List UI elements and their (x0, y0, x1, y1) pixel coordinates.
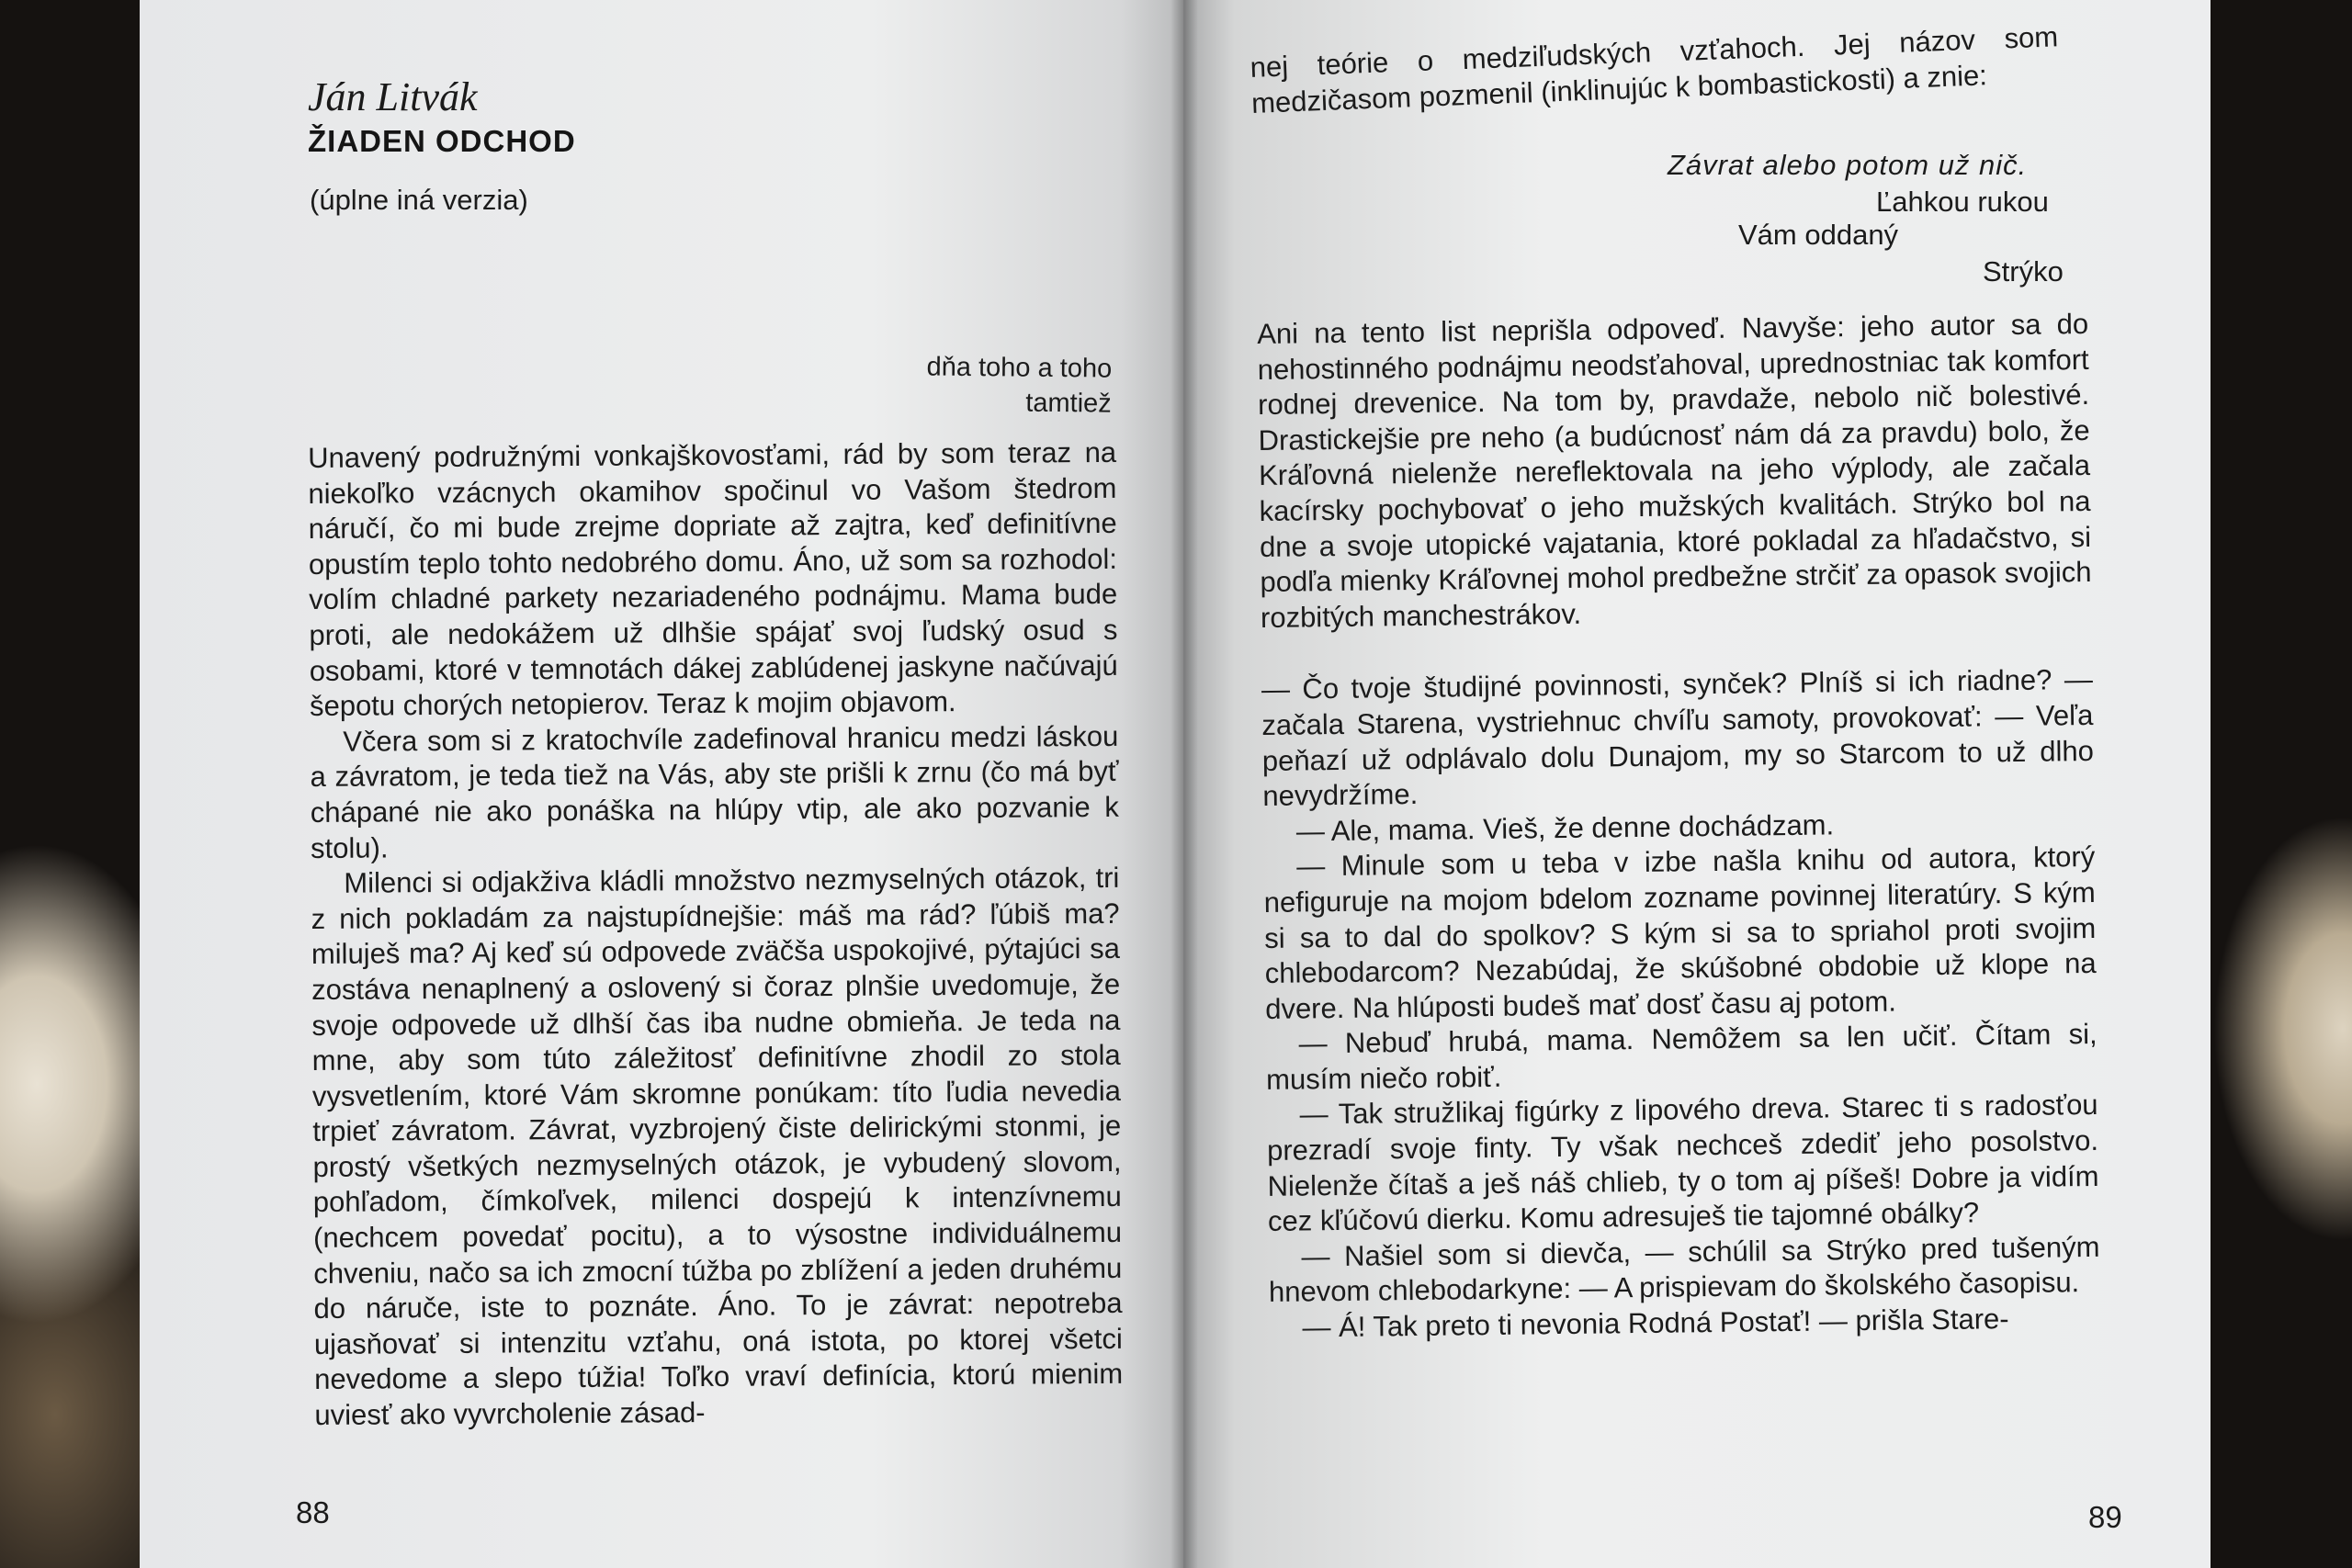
letter-dateline (652, 346, 1113, 421)
page-number-right: 89 (2088, 1500, 2122, 1534)
signature-line-2: Ľahkou rukou (1876, 186, 2049, 218)
paragraph: Unavený podružnými vonkajškovosťami, rád by som teraz na niekoľko vzácnych okamihov spočinul vo Vašom štedrom náručí, čo mi bude zrejme dopriate až zajtra, keď definitívne opustím teplo tohto nedobrého domu. Áno, už som sa rozhodol: volím chladné parkety nezariadeného podnájmu. Mama bude proti, ale nedokážem už dlhšie spájať svoj ľudský osud s osobami, ktoré v temnotách dákej zablúdenej jaskyne načúvajú šepotu chorých netopierov. Teraz k mojim objavom. (308, 435, 1118, 723)
left-body-text (308, 435, 1124, 1434)
right-body-text (1257, 307, 2101, 1347)
dateline-line-1: dňa toho a toho (926, 352, 1113, 384)
paragraph: Milenci si odjakživa kládli množstvo nezmyselných otázok, tri z nich pokladám za najstupídnejšie: máš ma rád? ľúbiš ma? miluješ ma? Aj keď sú odpovede zväčša uspokojivé, pýtajúci sa zostáva nenaplnený a oslovený si čoraz plnšie uvedomuje, že svoje odpovede už dlhší čas iba nudne obmieňa. Je teda na mne, aby som túto záležitosť definitívne zhodil zo stola vysvetlením, ktoré Vám skromne ponúkam: títo ľudia nevedia trpieť závratom. Závrat, vyzbrojený čiste delirickými stonmi, je prostý všetkých nezmyselných otázok, je vybudený slovom, pohľadom, čímkoľvek, milenci dospejú k intenzívnemu (nechcem povedať pocitu), a to výsostne individuálnemu chveniu, načo sa ich zmocní túžba po zblížení a jeden druhému do náruče, iste to poznáte. Áno. To je závrat: nepotreba ujasňovať si intenzitu vzťahu, oná istota, po ktorej všetci nevedome a slepo túžia! Toľko vraví definícia, ktorú mienim uviesť ako vyvrcholenie zásad- (311, 861, 1124, 1432)
page-number-left: 88 (296, 1495, 330, 1529)
dialogue-line: — Minule som u teba v izbe našla knihu od autora, ktorý nefiguruje na mojom bdelom zozname povinnej literatúry. S kým si sa to dal do spolkov? S kým si sa to spriahol proti svojim chlebodarcom? Nezabúdaj, že skúšobné obdobie už klope na dvere. Na hlúposti budeš mať dosť času aj potom. (1263, 840, 2097, 1025)
signature-line-1: Závrat alebo potom už nič. (1668, 149, 2028, 181)
paragraph: Ani na tento list neprišla odpoveď. Navyše: jeho autor sa do nehostinného podnájmu neodsťahoval, uprednostniac tak komfort rodnej drevenice. Na tom by, pravdaže, nebolo nič bolestivé. Drastickejšie pre neho (a budúcnosť nám dá za pravdu) bolo, že Kráľovná nielenže nereflektovala na jeho výplody, ale začala kacírsky pochybovať o jeho mužských kvalitách. Strýko bol na dne a svoje utopické vajatania, ktoré pokladal za hľadačstvo, si podľa mienky Kráľovnej mohol predbežne strčiť za opasok svojich rozbitých manchestrákov. (1257, 307, 2092, 634)
signature-line-4: Strýko (1983, 255, 2064, 288)
right-top-text: nej teórie o medziľudských vzťahoch. Jej názov som medzičasom pozmenil (inklinujúc k bombastickosti) a znie: (1250, 20, 2059, 119)
signature-line-3: Vám oddaný (1738, 219, 1899, 251)
paragraph: Včera som si z kratochvíle zadefinoval hranicu medzi láskou a závratom, je teda tiež na Vás, aby ste prišli k zrnu (čo má byť chápané nie ako ponáška na hlúpy vtip, ale ako pozvanie k stolu). (310, 719, 1119, 864)
dateline-line-2: tamtiež (1025, 388, 1112, 419)
chapter-title: ŽIADEN ODCHOD (308, 124, 576, 158)
dialogue-line: — Tak stružlikaj figúrky z lipového dreva. Starec ti s radosťou prezradí svoje finty. Ty však nechceš zdediť jeho posolstvo. Nielenže čítaš a ješ náš chlieb, ty o tom aj píšeš! Dobre ja vidím cez kľúčovú dierku. Komu adresuješ tie tajomné obálky? (1266, 1089, 2099, 1238)
chapter-subtitle: (úplne iná verzia) (310, 184, 528, 216)
dialogue-line: — Nebuď hrubá, mama. Nemôžem sa len učiť. Čítam si, musím niečo robiť. (1265, 1018, 2098, 1096)
author-name: Ján Litvák (308, 74, 478, 119)
dialogue-line: — Našiel som si dievča, — schúlil sa Strýko pred tušeným hnevom chlebodarkyne: — A prispievam do školského časopisu. (1268, 1230, 2100, 1309)
dialogue-line: — Á! Tak preto ti nevonia Rodná Postať! — prišla Stare- (1302, 1303, 2009, 1344)
dialogue-line: — Čo tvoje študijné povinnosti, synček? Plníš si ich riadne? — začala Starena, vystriehnuc chvíľu samoty, provokovať: — Veľa peňazí už odplávalo dolu Dunajom, my so Starcom to už dlho nevydržíme. (1261, 663, 2095, 813)
dialogue-line: — Ale, mama. Vieš, že denne dochádzam. (1295, 808, 1835, 848)
book-gutter (1170, 0, 1198, 1568)
